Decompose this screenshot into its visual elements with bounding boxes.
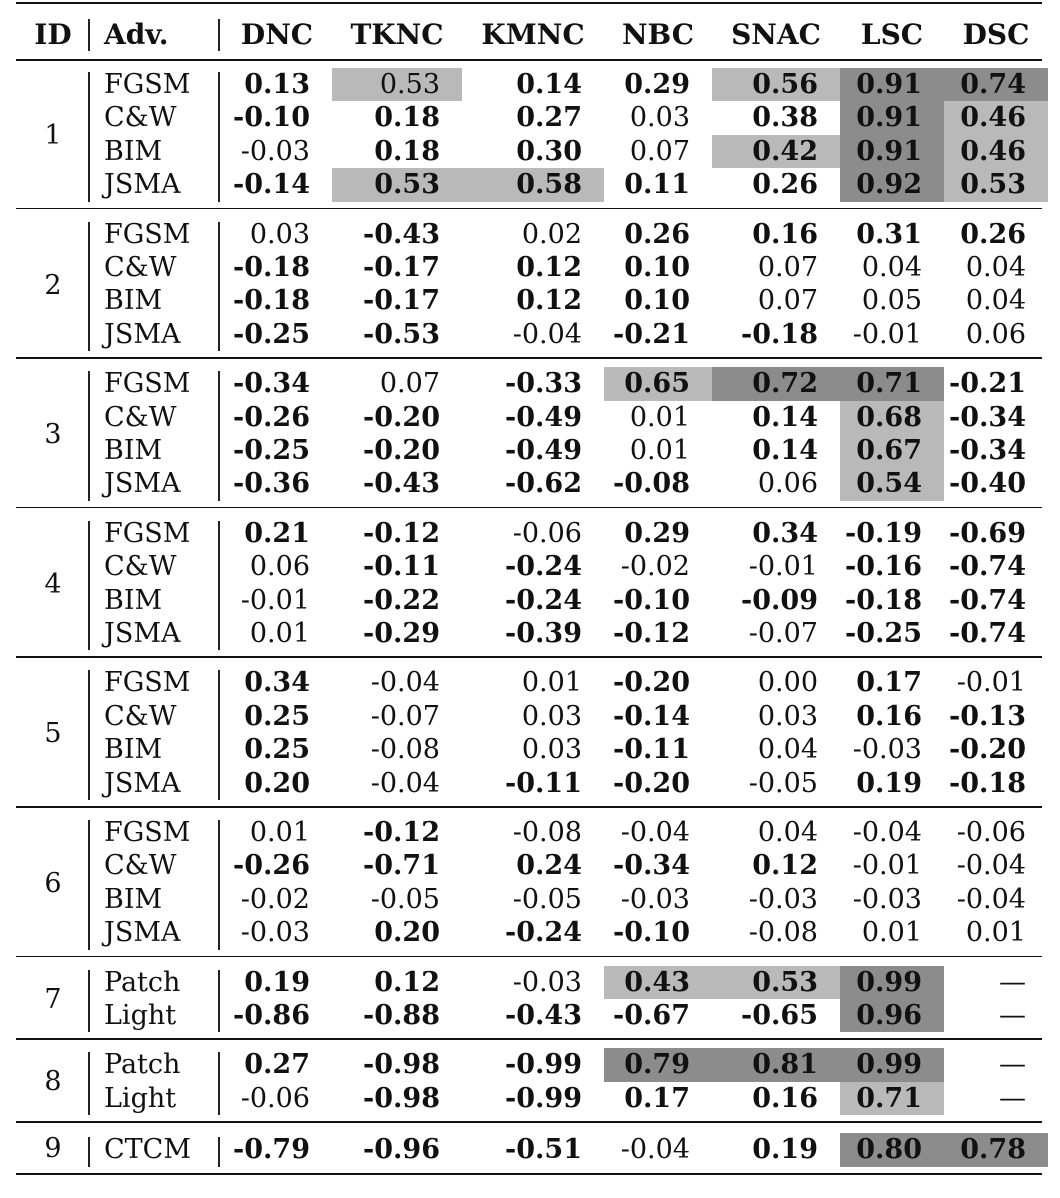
value-cell: 0.71 bbox=[840, 1082, 944, 1115]
value-cell: 0.01 bbox=[249, 817, 310, 848]
value-cell: -0.98 bbox=[363, 1049, 440, 1081]
value-cell: -0.18 bbox=[741, 318, 818, 350]
value-cell: -0.43 bbox=[363, 218, 440, 250]
value-cell: 0.13 bbox=[244, 69, 310, 100]
value-cell: -0.05 bbox=[370, 883, 440, 915]
value-cell: -0.20 bbox=[613, 767, 690, 799]
value-cell: 0.34 bbox=[752, 517, 818, 549]
value-cell: -0.71 bbox=[363, 850, 440, 882]
value-cell: -0.36 bbox=[233, 468, 310, 500]
value-cell: -0.86 bbox=[233, 1000, 310, 1031]
value-cell: -0.04 bbox=[620, 1134, 690, 1166]
top-rule bbox=[16, 2, 1042, 4]
value-cell: 0.19 bbox=[244, 966, 310, 998]
value-cell: 0.92 bbox=[840, 168, 944, 201]
value-cell: 0.17 bbox=[856, 667, 922, 699]
value-cell: 0.43 bbox=[604, 966, 712, 999]
header-separator bbox=[218, 19, 220, 51]
value-cell: 0.12 bbox=[374, 966, 440, 998]
value-cell: 0.26 bbox=[960, 218, 1026, 250]
value-cell: 0.20 bbox=[374, 917, 440, 949]
header-id: ID bbox=[34, 18, 72, 51]
value-cell: -0.08 bbox=[370, 734, 440, 766]
group-rule bbox=[16, 357, 1042, 359]
value-cell: -0.18 bbox=[949, 767, 1026, 799]
value-cell: 0.31 bbox=[856, 218, 922, 250]
value-cell: -0.05 bbox=[512, 883, 582, 915]
value-cell: -0.26 bbox=[233, 401, 310, 433]
value-cell: -0.74 bbox=[949, 551, 1026, 583]
value-cell: 0.12 bbox=[516, 285, 582, 317]
value-cell: 0.21 bbox=[244, 517, 310, 549]
header-dsc: DSC bbox=[962, 18, 1030, 51]
attack-name: BIM bbox=[104, 135, 163, 167]
value-cell: 0.53 bbox=[332, 168, 462, 201]
value-cell: -0.74 bbox=[949, 584, 1026, 616]
value-cell: 0.06 bbox=[757, 468, 818, 500]
value-cell: 0.03 bbox=[757, 700, 818, 732]
value-cell: -0.49 bbox=[505, 401, 582, 433]
value-cell: -0.20 bbox=[363, 435, 440, 466]
value-cell: -0.67 bbox=[613, 1000, 690, 1031]
value-cell: — bbox=[999, 1000, 1026, 1031]
value-cell: -0.24 bbox=[505, 917, 582, 949]
value-cell: 0.91 bbox=[840, 135, 944, 168]
value-cell: -0.18 bbox=[845, 584, 922, 616]
attack-name: CTCM bbox=[104, 1134, 191, 1166]
value-cell: -0.13 bbox=[949, 700, 1026, 732]
value-cell: 0.01 bbox=[249, 618, 310, 649]
attack-name: FGSM bbox=[104, 218, 191, 250]
value-cell: -0.18 bbox=[233, 285, 310, 317]
value-cell: — bbox=[999, 1049, 1026, 1081]
value-cell: -0.99 bbox=[505, 1082, 582, 1114]
attack-name: C&W bbox=[104, 551, 177, 583]
value-cell: -0.01 bbox=[956, 667, 1026, 699]
value-cell: -0.74 bbox=[949, 618, 1026, 649]
value-cell: 0.17 bbox=[624, 1082, 690, 1114]
value-cell: 0.19 bbox=[752, 1134, 818, 1166]
header-adv: Adv. bbox=[104, 18, 169, 51]
value-cell: 0.91 bbox=[840, 101, 944, 134]
value-cell: -0.29 bbox=[363, 618, 440, 649]
value-cell: -0.24 bbox=[505, 551, 582, 583]
value-cell: -0.04 bbox=[956, 850, 1026, 882]
value-cell: 0.58 bbox=[462, 168, 604, 201]
value-cell: -0.01 bbox=[852, 850, 922, 882]
value-cell: -0.11 bbox=[613, 734, 690, 766]
value-cell: 0.03 bbox=[521, 734, 582, 766]
value-cell: 0.10 bbox=[624, 285, 690, 317]
attack-name: JSMA bbox=[104, 917, 181, 949]
value-cell: 0.68 bbox=[840, 401, 944, 434]
value-cell: 0.07 bbox=[757, 252, 818, 283]
attack-name: JSMA bbox=[104, 618, 181, 649]
value-cell: -0.01 bbox=[748, 551, 818, 583]
value-cell: 0.07 bbox=[379, 368, 440, 400]
value-cell: -0.17 bbox=[363, 252, 440, 283]
value-cell: -0.06 bbox=[512, 517, 582, 549]
group-rule bbox=[16, 656, 1042, 658]
group-rule bbox=[16, 1121, 1042, 1123]
value-cell: 0.18 bbox=[374, 135, 440, 167]
value-cell: -0.04 bbox=[852, 817, 922, 848]
value-cell: 0.72 bbox=[712, 367, 840, 400]
value-cell: -0.03 bbox=[512, 966, 582, 998]
value-cell: 0.99 bbox=[840, 1048, 944, 1081]
value-cell: 0.01 bbox=[965, 917, 1026, 949]
value-cell: 0.04 bbox=[965, 252, 1026, 283]
value-cell: 0.34 bbox=[244, 667, 310, 699]
value-cell: -0.34 bbox=[233, 368, 310, 400]
value-cell: -0.03 bbox=[240, 917, 310, 949]
value-cell: -0.12 bbox=[363, 517, 440, 549]
value-cell: 0.03 bbox=[249, 218, 310, 250]
value-cell: 0.99 bbox=[840, 966, 944, 999]
value-cell: 0.26 bbox=[752, 169, 818, 201]
value-cell: -0.24 bbox=[505, 584, 582, 616]
value-cell: -0.20 bbox=[363, 401, 440, 433]
value-cell: 0.04 bbox=[757, 734, 818, 766]
value-cell: -0.43 bbox=[505, 1000, 582, 1031]
header-rule bbox=[16, 59, 1042, 61]
value-cell: -0.43 bbox=[363, 468, 440, 500]
value-cell: -0.34 bbox=[613, 850, 690, 882]
value-cell: -0.79 bbox=[233, 1134, 310, 1166]
value-cell: 0.53 bbox=[332, 68, 462, 101]
value-cell: -0.25 bbox=[233, 318, 310, 350]
attack-name: FGSM bbox=[104, 517, 191, 549]
value-cell: 0.74 bbox=[944, 68, 1048, 101]
value-cell: -0.98 bbox=[363, 1082, 440, 1114]
value-cell: -0.10 bbox=[613, 584, 690, 616]
value-cell: 0.16 bbox=[752, 1082, 818, 1114]
attack-name: C&W bbox=[104, 401, 177, 433]
value-cell: 0.01 bbox=[861, 917, 922, 949]
value-cell: 0.14 bbox=[752, 401, 818, 433]
header-nbc: NBC bbox=[621, 18, 695, 51]
value-cell: -0.08 bbox=[613, 468, 690, 500]
value-cell: -0.07 bbox=[370, 700, 440, 732]
value-cell: -0.12 bbox=[613, 618, 690, 649]
value-cell: 0.53 bbox=[944, 168, 1048, 201]
attack-name: Patch bbox=[104, 1049, 181, 1081]
value-cell: 0.04 bbox=[965, 285, 1026, 317]
value-cell: -0.05 bbox=[748, 767, 818, 799]
value-cell: -0.01 bbox=[240, 584, 310, 616]
attack-name: C&W bbox=[104, 700, 177, 732]
value-cell: -0.33 bbox=[505, 368, 582, 400]
value-cell: -0.39 bbox=[505, 618, 582, 649]
value-cell: -0.51 bbox=[505, 1134, 582, 1166]
value-cell: -0.25 bbox=[233, 435, 310, 466]
group-rule bbox=[16, 806, 1042, 808]
attack-name: JSMA bbox=[104, 169, 181, 201]
header-tknc: TKNC bbox=[350, 18, 444, 51]
value-cell: -0.10 bbox=[233, 102, 310, 134]
group-id: 7 bbox=[44, 983, 62, 1015]
value-cell: 0.27 bbox=[244, 1049, 310, 1081]
value-cell: -0.34 bbox=[949, 435, 1026, 466]
value-cell: 0.14 bbox=[752, 435, 818, 466]
value-cell: 0.12 bbox=[516, 252, 582, 283]
value-cell: -0.08 bbox=[512, 817, 582, 848]
value-cell: -0.03 bbox=[748, 883, 818, 915]
value-cell: -0.10 bbox=[613, 917, 690, 949]
value-cell: -0.69 bbox=[949, 517, 1026, 549]
value-cell: 0.29 bbox=[624, 517, 690, 549]
value-cell: 0.01 bbox=[629, 435, 690, 466]
value-cell: -0.12 bbox=[363, 817, 440, 848]
group-id: 5 bbox=[44, 718, 62, 750]
value-cell: 0.20 bbox=[244, 767, 310, 799]
value-cell: 0.11 bbox=[624, 169, 690, 201]
group-id: 9 bbox=[44, 1133, 62, 1165]
value-cell: -0.09 bbox=[741, 584, 818, 616]
value-cell: -0.21 bbox=[613, 318, 690, 350]
attack-name: BIM bbox=[104, 435, 163, 466]
value-cell: 0.79 bbox=[604, 1048, 712, 1081]
value-cell: -0.14 bbox=[613, 700, 690, 732]
value-cell: 0.46 bbox=[944, 135, 1048, 168]
value-cell: -0.11 bbox=[363, 551, 440, 583]
group-rule bbox=[16, 1038, 1042, 1040]
value-cell: -0.62 bbox=[505, 468, 582, 500]
value-cell: 0.46 bbox=[944, 101, 1048, 134]
value-cell: 0.54 bbox=[840, 467, 944, 500]
value-cell: 0.19 bbox=[856, 767, 922, 799]
value-cell: 0.04 bbox=[861, 252, 922, 283]
attack-name: C&W bbox=[104, 252, 177, 283]
attack-name: C&W bbox=[104, 850, 177, 882]
group-rule bbox=[16, 956, 1042, 958]
attack-name: FGSM bbox=[104, 368, 191, 400]
value-cell: 0.14 bbox=[516, 69, 582, 100]
value-cell: -0.08 bbox=[748, 917, 818, 949]
attack-name: BIM bbox=[104, 883, 163, 915]
value-cell: -0.04 bbox=[370, 667, 440, 699]
value-cell: 0.81 bbox=[712, 1048, 840, 1081]
value-cell: -0.04 bbox=[370, 767, 440, 799]
value-cell: 0.10 bbox=[624, 252, 690, 283]
value-cell: -0.14 bbox=[233, 169, 310, 201]
group-id: 1 bbox=[44, 120, 62, 151]
attack-name: BIM bbox=[104, 734, 163, 766]
value-cell: -0.04 bbox=[620, 817, 690, 848]
value-cell: -0.02 bbox=[240, 883, 310, 915]
value-cell: 0.25 bbox=[244, 734, 310, 766]
value-cell: 0.78 bbox=[944, 1133, 1048, 1166]
value-cell: -0.16 bbox=[845, 551, 922, 583]
value-cell: 0.12 bbox=[752, 850, 818, 882]
value-cell: -0.26 bbox=[233, 850, 310, 882]
value-cell: -0.96 bbox=[363, 1134, 440, 1166]
value-cell: 0.02 bbox=[521, 218, 582, 250]
header-dnc: DNC bbox=[240, 18, 314, 51]
value-cell: 0.42 bbox=[712, 135, 840, 168]
attack-name: JSMA bbox=[104, 318, 181, 350]
value-cell: 0.05 bbox=[861, 285, 922, 317]
attack-name: FGSM bbox=[104, 69, 191, 100]
attack-name: Light bbox=[104, 1000, 177, 1031]
value-cell: 0.24 bbox=[516, 850, 582, 882]
value-cell: -0.21 bbox=[949, 368, 1026, 400]
value-cell: -0.25 bbox=[845, 618, 922, 649]
group-id: 8 bbox=[44, 1066, 62, 1098]
value-cell: 0.06 bbox=[249, 551, 310, 583]
value-cell: -0.04 bbox=[512, 318, 582, 350]
header-separator bbox=[88, 19, 90, 51]
value-cell: 0.16 bbox=[856, 700, 922, 732]
value-cell: 0.27 bbox=[516, 102, 582, 134]
value-cell: -0.03 bbox=[240, 135, 310, 167]
value-cell: -0.17 bbox=[363, 285, 440, 317]
attack-name: BIM bbox=[104, 285, 163, 317]
group-rule bbox=[16, 507, 1042, 509]
value-cell: 0.03 bbox=[629, 102, 690, 134]
value-cell: -0.06 bbox=[240, 1082, 310, 1114]
value-cell: -0.02 bbox=[620, 551, 690, 583]
value-cell: -0.22 bbox=[363, 584, 440, 616]
group-id: 6 bbox=[44, 868, 62, 899]
value-cell: -0.65 bbox=[741, 1000, 818, 1031]
value-cell: 0.16 bbox=[752, 218, 818, 250]
attack-name: JSMA bbox=[104, 767, 181, 799]
value-cell: 0.30 bbox=[516, 135, 582, 167]
value-cell: 0.18 bbox=[374, 102, 440, 134]
header-lsc: LSC bbox=[860, 18, 924, 51]
attack-name: Patch bbox=[104, 966, 181, 998]
value-cell: 0.06 bbox=[965, 318, 1026, 350]
value-cell: 0.01 bbox=[521, 667, 582, 699]
attack-name: FGSM bbox=[104, 667, 191, 699]
value-cell: -0.99 bbox=[505, 1049, 582, 1081]
value-cell: -0.49 bbox=[505, 435, 582, 466]
value-cell: -0.07 bbox=[748, 618, 818, 649]
value-cell: 0.07 bbox=[629, 135, 690, 167]
value-cell: 0.01 bbox=[629, 401, 690, 433]
header-kmnc: KMNC bbox=[481, 18, 585, 51]
value-cell: 0.96 bbox=[840, 999, 944, 1032]
value-cell: 0.65 bbox=[604, 367, 712, 400]
bottom-rule bbox=[16, 1173, 1042, 1175]
value-cell: 0.38 bbox=[752, 102, 818, 134]
value-cell: -0.04 bbox=[956, 883, 1026, 915]
header-snac: SNAC bbox=[731, 18, 821, 51]
value-cell: 0.00 bbox=[757, 667, 818, 699]
value-cell: 0.56 bbox=[712, 68, 840, 101]
value-cell: -0.34 bbox=[949, 401, 1026, 433]
value-cell: 0.07 bbox=[757, 285, 818, 317]
value-cell: — bbox=[999, 1082, 1026, 1114]
value-cell: 0.53 bbox=[712, 966, 840, 999]
attack-name: BIM bbox=[104, 584, 163, 616]
value-cell: 0.91 bbox=[840, 68, 944, 101]
attack-name: FGSM bbox=[104, 817, 191, 848]
value-cell: -0.01 bbox=[852, 318, 922, 350]
value-cell: -0.06 bbox=[956, 817, 1026, 848]
group-id: 3 bbox=[44, 419, 62, 451]
value-cell: -0.03 bbox=[852, 883, 922, 915]
attack-name: C&W bbox=[104, 102, 177, 134]
value-cell: 0.29 bbox=[624, 69, 690, 100]
value-cell: 0.26 bbox=[624, 218, 690, 250]
value-cell: -0.18 bbox=[233, 252, 310, 283]
value-cell: -0.03 bbox=[620, 883, 690, 915]
group-id: 4 bbox=[44, 568, 62, 600]
value-cell: — bbox=[999, 966, 1026, 998]
value-cell: -0.20 bbox=[949, 734, 1026, 766]
value-cell: -0.40 bbox=[949, 468, 1026, 500]
group-rule bbox=[16, 208, 1042, 210]
value-cell: -0.03 bbox=[852, 734, 922, 766]
value-cell: -0.88 bbox=[363, 1000, 440, 1031]
value-cell: -0.20 bbox=[613, 667, 690, 699]
value-cell: 0.67 bbox=[840, 434, 944, 467]
value-cell: 0.71 bbox=[840, 367, 944, 400]
value-cell: -0.11 bbox=[505, 767, 582, 799]
attack-name: JSMA bbox=[104, 468, 181, 500]
attack-name: Light bbox=[104, 1082, 177, 1114]
value-cell: 0.25 bbox=[244, 700, 310, 732]
group-id: 2 bbox=[44, 269, 62, 301]
value-cell: -0.19 bbox=[845, 517, 922, 549]
value-cell: -0.53 bbox=[363, 318, 440, 350]
value-cell: 0.04 bbox=[757, 817, 818, 848]
value-cell: 0.03 bbox=[521, 700, 582, 732]
value-cell: 0.80 bbox=[840, 1133, 944, 1166]
